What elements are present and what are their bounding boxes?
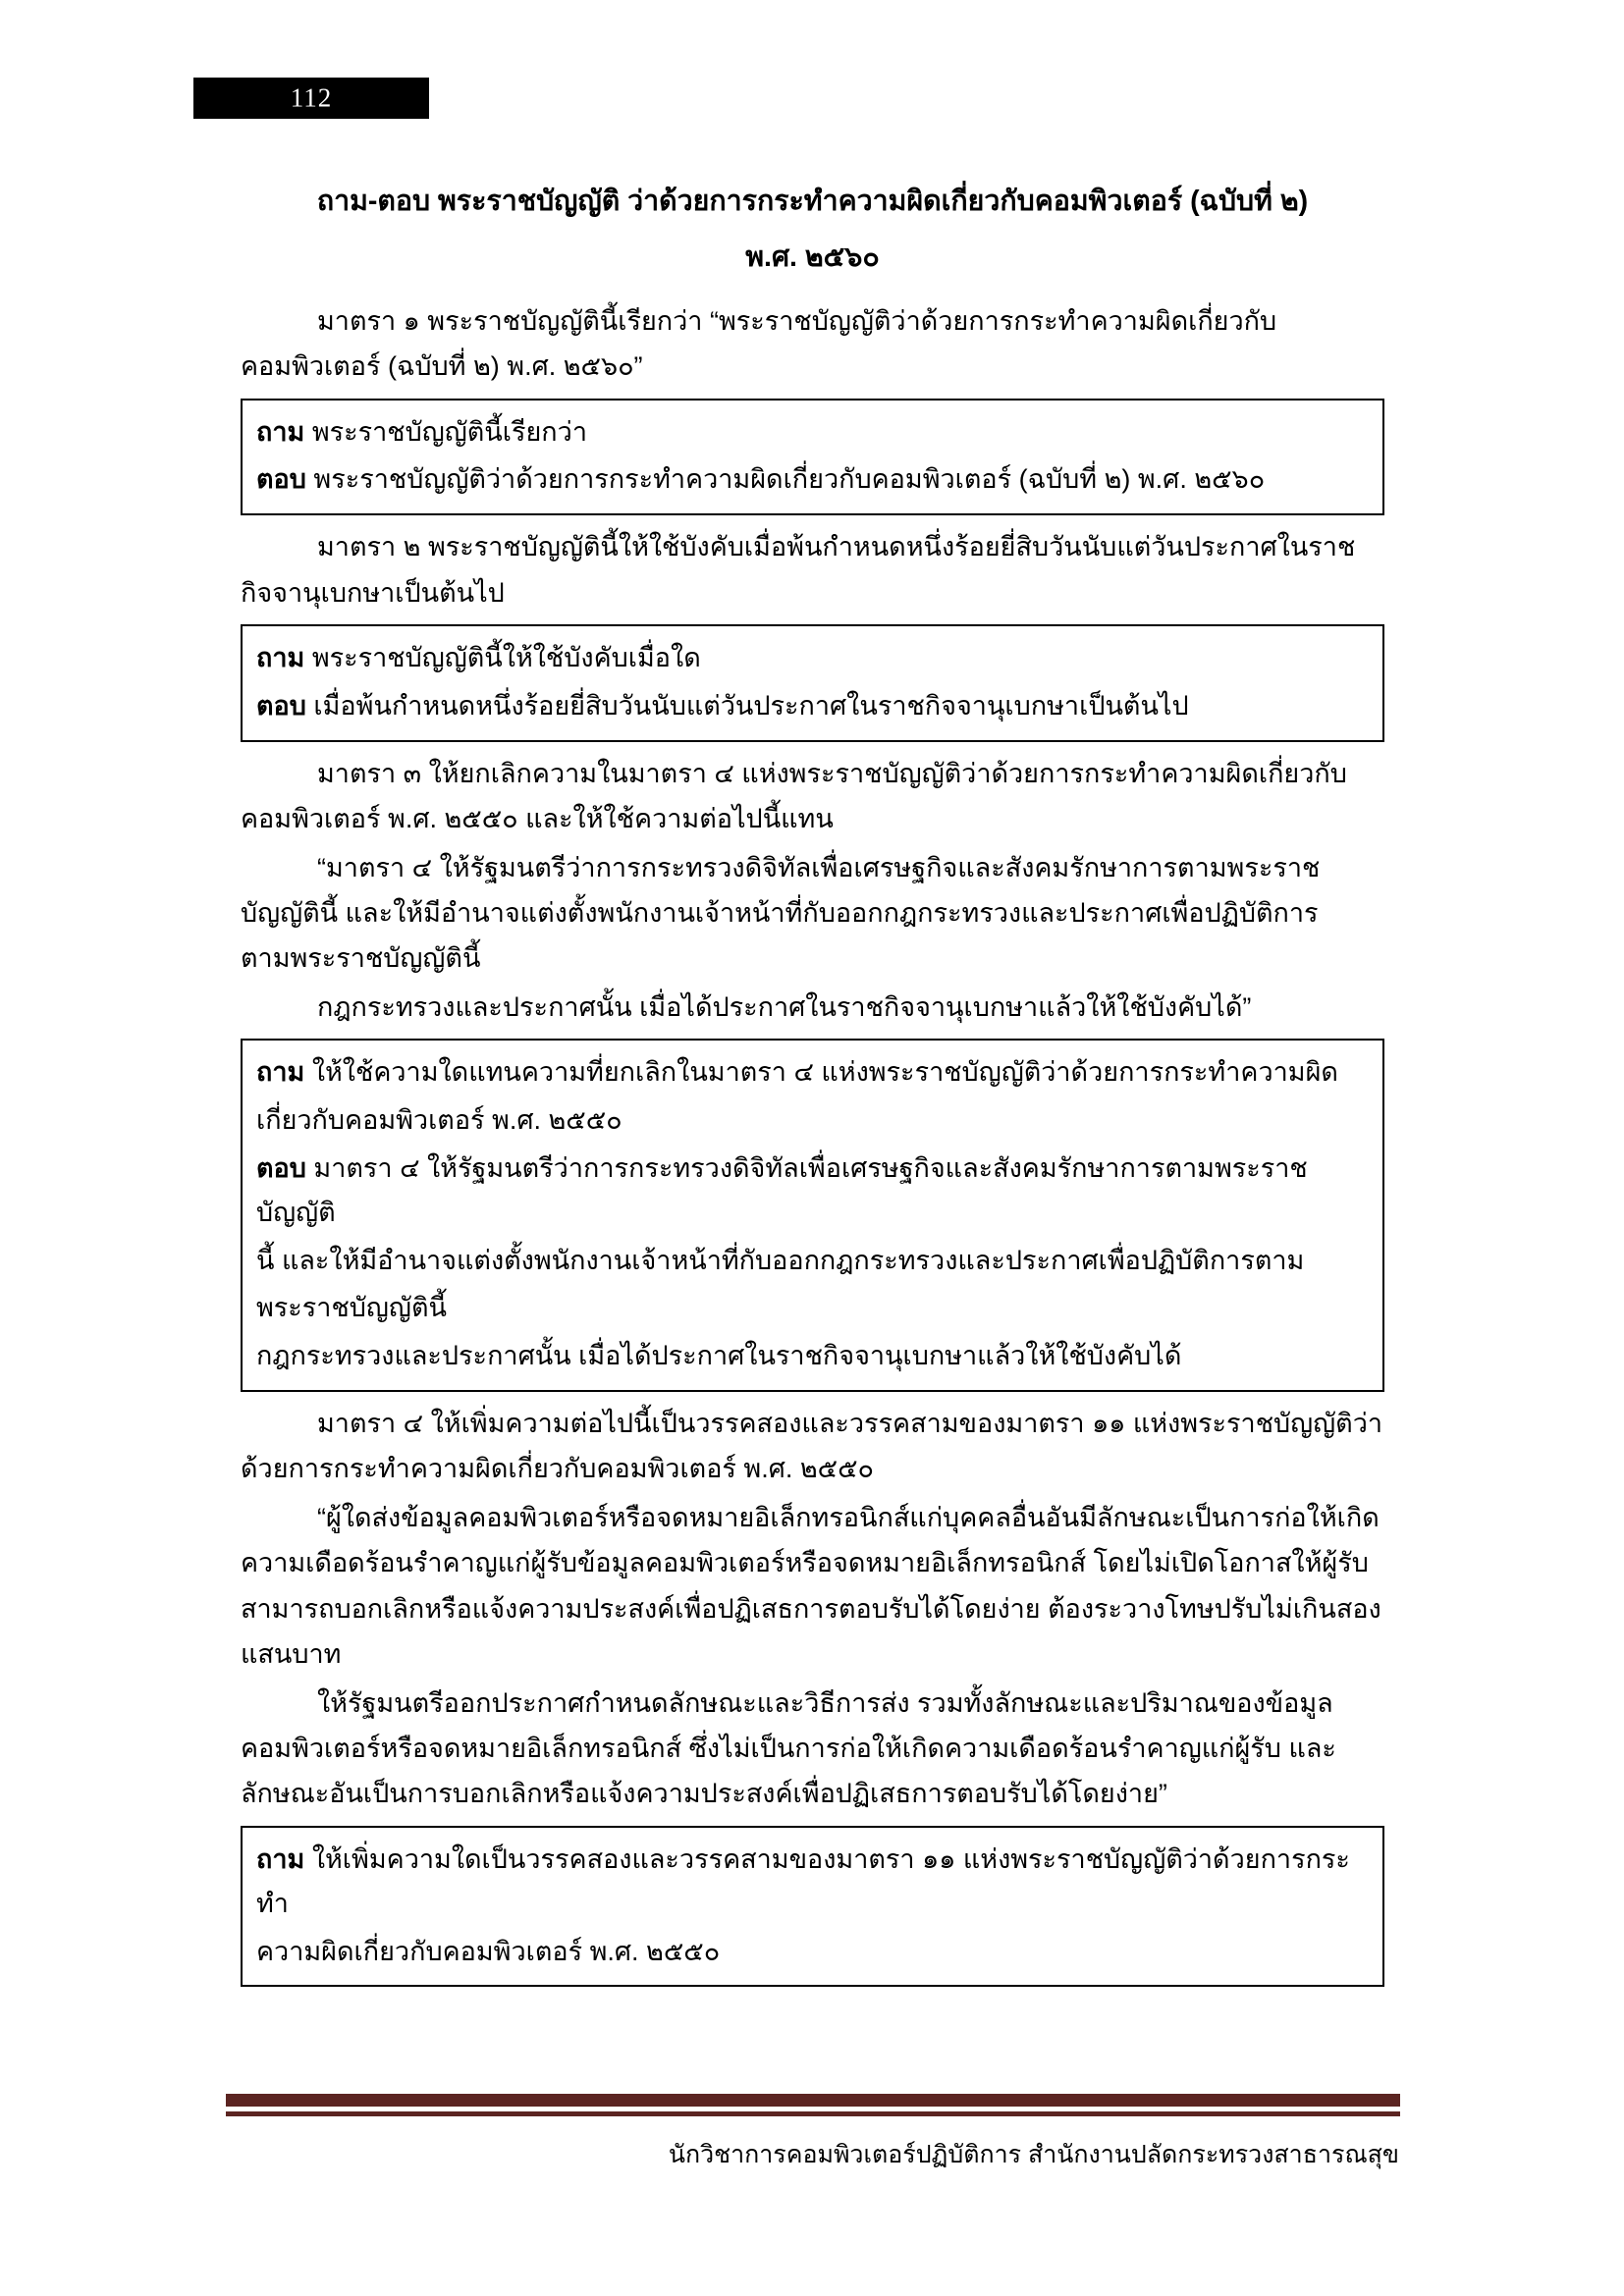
document-content (241, 182, 1384, 1996)
footer-rule-thin (226, 2111, 1400, 2116)
page-number: 112 (290, 82, 333, 113)
answer-label: ตอบ (256, 1152, 306, 1183)
section4-paragraph-1: มาตรา ๔ ให้เพิ่มความต่อไปนี้เป็นวรรคสองและวรรคสามของมาตรา ๑๑ แห่งพระราชบัญญัติว่าด้วยการกระทำความผิดเกี่ยวกับคอมพิวเตอร์ พ.ศ. ๒๕๕๐ (241, 1408, 1383, 1484)
section4-paragraph-3: ให้รัฐมนตรีออกประกาศกำหนดลักษณะและวิธีการส่ง รวมทั้งลักษณะและปริมาณของข้อมูลคอมพิวเตอร์หรือจดหมายอิเล็กทรอนิกส์ ซึ่งไม่เป็นการก่อให้เกิดความเดือดร้อนรำคาญแก่ผู้รับ และลักษณะอันเป็นการบอกเลิกหรือแจ้งความประสงค์เพื่อปฏิเสธการตอบรับได้โดยง่าย” (241, 1687, 1336, 1809)
qa-1-question-text: พระราชบัญญัตินี้เรียกว่า (311, 416, 587, 447)
qa-3-question-line-2: เกี่ยวกับคอมพิวเตอร์ พ.ศ. ๒๕๕๐ (256, 1105, 623, 1136)
answer-label: ตอบ (256, 690, 306, 721)
document-title-line-1: ถาม-ตอบ พระราชบัญญัติ ว่าด้วยการกระทำความผิดเกี่ยวกับคอมพิวเตอร์ (ฉบับที่ ๒) (316, 186, 1309, 217)
qa-box-1 (241, 399, 1384, 516)
section4-paragraph-2: “ผู้ใดส่งข้อมูลคอมพิวเตอร์หรือจดหมายอิเล็กทรอนิกส์แก่บุคคลอื่นอันมีลักษณะเป็นการก่อให้เกิดความเดือดร้อนรำคาญแก่ผู้รับข้อมูลคอมพิวเตอร์หรือจดหมายอิเล็กทรอนิกส์ โดยไม่เปิดโอกาสให้ผู้รับสามารถบอกเลิกหรือแจ้งความประสงค์เพื่อปฏิเสธการตอบรับได้โดยง่าย ต้องระวางโทษปรับไม่เกินสองแสนบาท (241, 1502, 1381, 1670)
answer-label: ตอบ (256, 464, 306, 495)
qa-3-question-line-1: ให้ใช้ความใดแทนความที่ยกเลิกในมาตรา ๔ แห่งพระราชบัญญัติว่าด้วยการกระทำความผิด (311, 1057, 1338, 1088)
document-title-line-2: พ.ศ. ๒๕๖๐ (745, 241, 880, 274)
qa-1-question (256, 410, 1369, 454)
qa-4-question-line-2: ความผิดเกี่ยวกับคอมพิวเตอร์ พ.ศ. ๒๕๕๐ (256, 1936, 721, 1966)
qa-3-answer-line-2: นี้ และให้มีอำนาจแต่งตั้งพนักงานเจ้าหน้าที่กับออกกฎกระทรวงและประกาศเพื่อปฏิบัติการตาม (256, 1245, 1305, 1275)
qa-box-4 (241, 1826, 1384, 1987)
footer-divider (226, 2094, 1400, 2116)
section2-paragraph: มาตรา ๒ พระราชบัญญัตินี้ให้ใช้บังคับเมื่อพ้นกำหนดหนึ่งร้อยยี่สิบวันนับแต่วันประกาศในราชกิจจานุเบกษาเป็นต้นไป (241, 532, 1356, 608)
section1-paragraph: มาตรา ๑ พระราชบัญญัตินี้เรียกว่า “พระราชบัญญัติว่าด้วยการกระทำความผิดเกี่ยวกับคอมพิวเตอร์ (ฉบับที่ ๒) พ.ศ. ๒๕๖๐” (241, 305, 1277, 382)
qa-4-question (256, 1838, 1369, 1926)
page-number-bar (193, 78, 429, 119)
qa-3-answer-line-4: กฎกระทรวงและประกาศนั้น เมื่อได้ประกาศในราชกิจจานุเบกษาแล้วให้ใช้บังคับได้ (256, 1341, 1182, 1371)
section3-paragraph-1: มาตรา ๓ ให้ยกเลิกความในมาตรา ๔ แห่งพระราชบัญญัติว่าด้วยการกระทำความผิดเกี่ยวกับคอมพิวเตอร์ พ.ศ. ๒๕๕๐ และให้ใช้ความต่อไปนี้แทน (241, 758, 1347, 834)
qa-2-answer (256, 684, 1369, 728)
qa-box-3 (241, 1039, 1384, 1392)
footer-rule-thick (226, 2094, 1400, 2107)
qa-1-answer (256, 457, 1369, 502)
qa-2-answer-text: เมื่อพ้นกำหนดหนึ่งร้อยยี่สิบวันนับแต่วันประกาศในราชกิจจานุเบกษาเป็นต้นไป (313, 690, 1189, 721)
qa-1-answer-text: พระราชบัญญัติว่าด้วยการกระทำความผิดเกี่ยวกับคอมพิวเตอร์ (ฉบับที่ ๒) พ.ศ. ๒๕๖๐ (313, 464, 1266, 495)
qa-box-2 (241, 624, 1384, 742)
question-label: ถาม (256, 643, 305, 672)
qa-4-question-line-1: ให้เพิ่มความใดเป็นวรรคสองและวรรคสามของมาตรา ๑๑ แห่งพระราชบัญญัติว่าด้วยการกระทำ (256, 1843, 1350, 1918)
section3-paragraph-2: “มาตรา ๔ ให้รัฐมนตรีว่าการกระทรวงดิจิทัลเพื่อเศรษฐกิจและสังคมรักษาการตามพระราชบัญญัตินี้ และให้มีอำนาจแต่งตั้งพนักงานเจ้าหน้าที่กับออกกฎกระทรวงและประกาศเพื่อปฏิบัติการตามพระราชบัญญัตินี้ (241, 852, 1321, 974)
section3-paragraph-3: กฎกระทรวงและประกาศนั้น เมื่อได้ประกาศในราชกิจจานุเบกษาแล้วให้ใช้บังคับได้” (317, 991, 1252, 1022)
qa-2-question-text: พระราชบัญญัตินี้ให้ใช้บังคับเมื่อใด (311, 643, 701, 672)
qa-3-question (256, 1050, 1369, 1095)
question-label: ถาม (256, 1057, 305, 1088)
qa-3-answer-line-1: มาตรา ๔ ให้รัฐมนตรีว่าการกระทรวงดิจิทัลเพื่อเศรษฐกิจและสังคมรักษาการตามพระราชบัญญัติ (256, 1152, 1308, 1227)
footer-text: นักวิชาการคอมพิวเตอร์ปฏิบัติการ สำนักงานปลัดกระทรวงสาธารณสุข (668, 2141, 1399, 2168)
question-label: ถาม (256, 1843, 305, 1874)
qa-3-answer-line-3: พระราชบัญญัตินี้ (256, 1293, 447, 1323)
qa-3-answer (256, 1147, 1369, 1235)
qa-2-question (256, 636, 1369, 680)
question-label: ถาม (256, 416, 305, 447)
